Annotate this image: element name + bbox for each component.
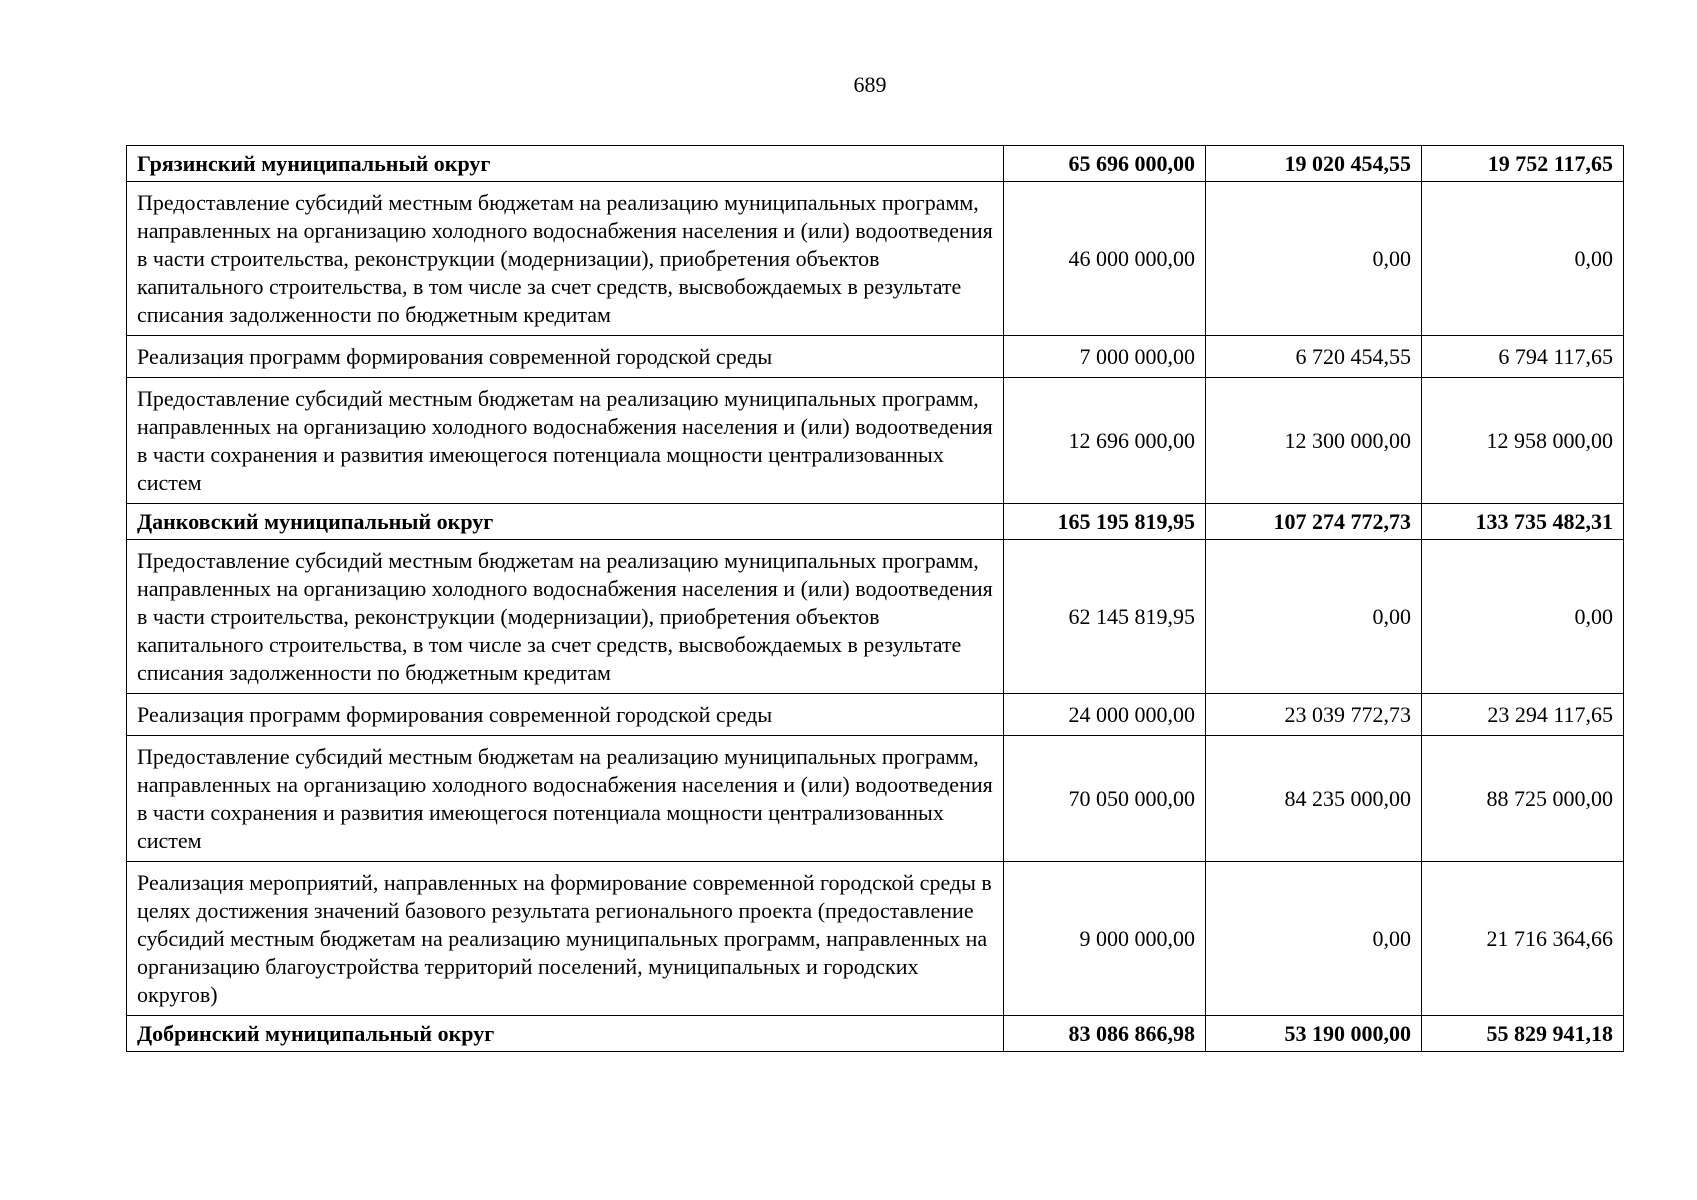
row-value-3: 6 794 117,65 [1422, 336, 1624, 378]
row-name: Реализация программ формирования современной городской среды [127, 336, 1004, 378]
table-row-district-total [127, 1016, 1624, 1052]
table-row [127, 378, 1624, 504]
row-name: Предоставление субсидий местным бюджетам на реализацию муниципальных программ, направленных на организацию холодного водоснабжения населения и (или) водоотведения в части строительства, реконструкции (модернизации), приобретения объектов капитального строительства, в том числе за счет средств, высвобождаемых в результате списания задолженности по бюджетным кредитам [127, 540, 1004, 694]
row-value-3: 0,00 [1422, 182, 1624, 336]
row-name: Предоставление субсидий местным бюджетам на реализацию муниципальных программ, направленных на организацию холодного водоснабжения населения и (или) водоотведения в части сохранения и развития имеющегося потенциала мощности централизованных систем [127, 736, 1004, 862]
row-value-2: 53 190 000,00 [1206, 1016, 1422, 1052]
row-name: Грязинский муниципальный округ [127, 146, 1004, 182]
row-value-1: 24 000 000,00 [1004, 694, 1206, 736]
row-value-3: 0,00 [1422, 540, 1624, 694]
row-value-3: 19 752 117,65 [1422, 146, 1624, 182]
row-value-3: 88 725 000,00 [1422, 736, 1624, 862]
row-name: Реализация программ формирования современной городской среды [127, 694, 1004, 736]
row-name: Предоставление субсидий местным бюджетам на реализацию муниципальных программ, направленных на организацию холодного водоснабжения населения и (или) водоотведения в части строительства, реконструкции (модернизации), приобретения объектов капитального строительства, в том числе за счет средств, высвобождаемых в результате списания задолженности по бюджетным кредитам [127, 182, 1004, 336]
table-row-district-total [127, 146, 1624, 182]
budget-table [126, 145, 1624, 1052]
row-value-1: 9 000 000,00 [1004, 862, 1206, 1016]
row-value-2: 107 274 772,73 [1206, 504, 1422, 540]
row-name: Предоставление субсидий местным бюджетам на реализацию муниципальных программ, направленных на организацию холодного водоснабжения населения и (или) водоотведения в части сохранения и развития имеющегося потенциала мощности централизованных систем [127, 378, 1004, 504]
row-name: Данковский муниципальный округ [127, 504, 1004, 540]
row-value-3: 55 829 941,18 [1422, 1016, 1624, 1052]
row-value-2: 84 235 000,00 [1206, 736, 1422, 862]
table-row [127, 540, 1624, 694]
table-row [127, 736, 1624, 862]
row-value-2: 19 020 454,55 [1206, 146, 1422, 182]
row-value-1: 165 195 819,95 [1004, 504, 1206, 540]
row-value-1: 83 086 866,98 [1004, 1016, 1206, 1052]
row-name: Добринский муниципальный округ [127, 1016, 1004, 1052]
row-value-1: 46 000 000,00 [1004, 182, 1206, 336]
row-value-2: 6 720 454,55 [1206, 336, 1422, 378]
row-value-2: 0,00 [1206, 182, 1422, 336]
row-name: Реализация мероприятий, направленных на формирование современной городской среды в целях достижения значений базового результата регионального проекта (предоставление субсидий местным бюджетам на реализацию муниципальных программ, направленных на организацию благоустройства территорий поселений, муниципальных и городских округов) [127, 862, 1004, 1016]
row-value-1: 62 145 819,95 [1004, 540, 1206, 694]
row-value-3: 21 716 364,66 [1422, 862, 1624, 1016]
row-value-2: 23 039 772,73 [1206, 694, 1422, 736]
table-row [127, 182, 1624, 336]
table-row [127, 336, 1624, 378]
row-value-3: 133 735 482,31 [1422, 504, 1624, 540]
table-row [127, 862, 1624, 1016]
row-value-1: 7 000 000,00 [1004, 336, 1206, 378]
row-value-3: 23 294 117,65 [1422, 694, 1624, 736]
row-value-1: 70 050 000,00 [1004, 736, 1206, 862]
row-value-1: 12 696 000,00 [1004, 378, 1206, 504]
row-value-2: 0,00 [1206, 540, 1422, 694]
table-row-district-total [127, 504, 1624, 540]
row-value-2: 12 300 000,00 [1206, 378, 1422, 504]
page-number: 689 [853, 72, 887, 97]
row-value-3: 12 958 000,00 [1422, 378, 1624, 504]
table-row [127, 694, 1624, 736]
row-value-1: 65 696 000,00 [1004, 146, 1206, 182]
row-value-2: 0,00 [1206, 862, 1422, 1016]
